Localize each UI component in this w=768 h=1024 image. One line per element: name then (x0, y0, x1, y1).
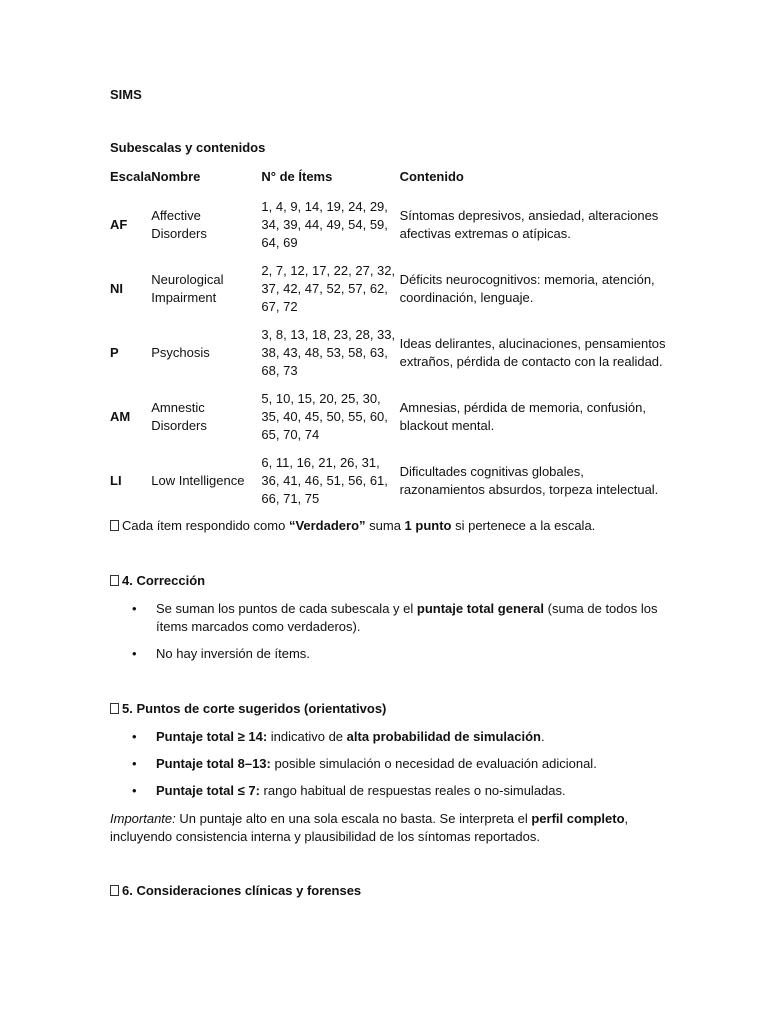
note-pre: Cada ítem respondido como (122, 518, 289, 533)
list-item (110, 728, 670, 746)
cell-escala: AF (110, 217, 128, 232)
section-subtitle: Subescalas y contenidos (110, 140, 266, 155)
list-item (110, 782, 670, 800)
table-row (110, 321, 670, 385)
header-contenido: Contenido (399, 169, 464, 184)
document-title: SIMS (110, 87, 142, 102)
missing-glyph-icon (110, 520, 119, 531)
section-5-heading-text: 5. Puntos de corte sugeridos (orientativos) (122, 701, 387, 716)
cell-contenido: Déficits neurocognitivos: memoria, atención, coordinación, lenguaje. (399, 272, 655, 305)
cell-escala: LI (110, 473, 122, 488)
list-item-text: (suma de todos los ítems marcados como verdaderos). (156, 601, 658, 634)
cell-escala: NI (110, 281, 123, 296)
section-5-heading (110, 701, 386, 716)
list-item-bold: Puntaje total ≥ 14: (156, 729, 268, 744)
scoring-note (110, 518, 595, 533)
table-row (110, 385, 670, 449)
important-text: Un puntaje alto en una sola escala no basta. Se interpreta el (175, 811, 532, 826)
cell-contenido: Dificultades cognitivas globales, razonamientos absurdos, torpeza intelectual. (399, 464, 659, 497)
cell-contenido: Ideas delirantes, alucinaciones, pensamientos extraños, pérdida de contacto con la realidad. (399, 336, 666, 369)
table-row (110, 257, 670, 321)
cell-nombre: Amnestic Disorders (151, 400, 207, 433)
cell-items: 1, 4, 9, 14, 19, 24, 29, 34, 39, 44, 49, 54, 59, 64, 69 (261, 199, 388, 250)
list-item-text: posible simulación o necesidad de evaluación adicional. (270, 756, 597, 771)
list-item-text: . (540, 729, 545, 744)
list-item (110, 755, 670, 773)
section-4-heading-text: 4. Corrección (122, 573, 206, 588)
list-item-bold: alta probabilidad de simulación (346, 729, 541, 744)
list-item-bold: puntaje total general (416, 601, 545, 616)
cell-nombre: Low Intelligence (151, 473, 245, 488)
table-row (110, 449, 670, 513)
table-row (110, 193, 670, 257)
missing-glyph-icon (110, 575, 119, 586)
cell-nombre: Affective Disorders (151, 208, 207, 241)
header-items: N° de Ítems (261, 169, 333, 184)
list-item-text: indicativo de (267, 729, 347, 744)
cell-contenido: Síntomas depresivos, ansiedad, alteraciones afectivas extremas o atípicas. (399, 208, 659, 241)
list-item-bold: Puntaje total ≤ 7: (156, 783, 260, 798)
cell-contenido: Amnesias, pérdida de memoria, confusión, blackout mental. (399, 400, 646, 433)
cell-nombre: Neurological Impairment (151, 272, 224, 305)
note-bold-verdadero: “Verdadero” (288, 518, 366, 533)
list-item-text: rango habitual de respuestas reales o no-simuladas. (259, 783, 566, 798)
note-bold-punto: 1 punto (404, 518, 452, 533)
important-paragraph (110, 810, 670, 846)
list-item (110, 600, 670, 636)
cell-nombre: Psychosis (151, 345, 210, 360)
list-item-bold: Puntaje total 8–13: (156, 756, 271, 771)
list-item (110, 645, 670, 663)
section-4-list (110, 600, 670, 663)
cell-items: 3, 8, 13, 18, 23, 28, 33, 38, 43, 48, 53, 58, 63, 68, 73 (261, 327, 396, 378)
section-6-heading-text: 6. Consideraciones clínicas y forenses (122, 883, 362, 898)
section-6-heading (110, 883, 361, 898)
subscales-table (110, 164, 670, 513)
section-5-list (110, 728, 670, 800)
important-label: Importante: (110, 811, 176, 826)
cell-items: 6, 11, 16, 21, 26, 31, 36, 41, 46, 51, 56, 61, 66, 71, 75 (261, 455, 388, 506)
list-item-text: Se suman los puntos de cada subescala y el (156, 601, 417, 616)
important-text: , incluyendo consistencia interna y plausibilidad de los síntomas reportados. (110, 811, 629, 844)
cell-escala: P (110, 345, 119, 360)
note-mid: suma (365, 518, 405, 533)
missing-glyph-icon (110, 885, 119, 896)
cell-escala: AM (110, 409, 131, 424)
header-nombre: Nombre (151, 169, 201, 184)
important-bold: perfil completo (531, 811, 625, 826)
cell-items: 2, 7, 12, 17, 22, 27, 32, 37, 42, 47, 52, 57, 62, 67, 72 (261, 263, 396, 314)
header-escala: Escala (110, 169, 152, 184)
cell-items: 5, 10, 15, 20, 25, 30, 35, 40, 45, 50, 55, 60, 65, 70, 74 (261, 391, 388, 442)
missing-glyph-icon (110, 703, 119, 714)
list-item-text: No hay inversión de ítems. (156, 646, 310, 661)
note-post: si pertenece a la escala. (451, 518, 596, 533)
table-header-row (110, 164, 670, 193)
section-4-heading (110, 573, 205, 588)
